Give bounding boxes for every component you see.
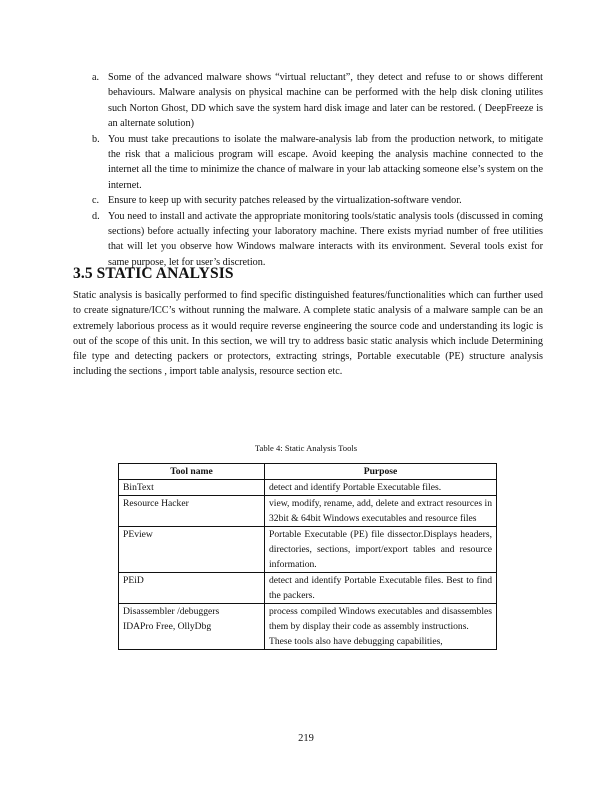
table-row: [119, 496, 497, 527]
tool-name-cell: PEiD: [119, 573, 265, 604]
header-tool-name: Tool name: [119, 464, 265, 480]
table-row: [119, 573, 497, 604]
purpose-cell: [265, 527, 497, 573]
list-marker: b.: [92, 133, 100, 145]
list-marker: a.: [92, 72, 100, 83]
intro-paragraph: Static analysis is basically performed to find specific distinguished features/functionalities which can further used to create signature/ICC’s without running the malware. A complete static analysis of a malware sample can be an extremely laborious process as it would require reverse engineering the source code and understanding its logic is out of the scope of this unit. In this section, we will try to address basic static analysis which include Determining file type and detecting packers or protectors, extracting strings, Portable executable (PE) structure analysis including the sections , import table analysis, resource section etc.: [73, 290, 543, 378]
table-row: [119, 604, 497, 650]
purpose-text: These tools also have debugging capabilities,: [269, 636, 443, 647]
precautions-list: [73, 70, 543, 270]
static-analysis-tools-table: [118, 463, 497, 650]
table-row: [119, 527, 497, 573]
purpose-text: view, modify, rename, add, delete and extract resources in 32bit & 64bit Windows executables and resource files: [269, 498, 492, 524]
list-item: [73, 132, 543, 194]
page-number: 219: [298, 733, 314, 744]
purpose-cell: [265, 604, 497, 650]
section-heading: 3.5 STATIC ANALYSIS: [73, 265, 234, 282]
list-marker: c.: [92, 195, 100, 207]
list-marker: d.: [92, 210, 100, 222]
list-item-text: You must take precautions to isolate the malware-analysis lab from the production network, to mitigate the risk that a malicious program will escape. Avoid keeping the analysis machine connected to the internet all the time to minimize the chance of malware in your lab attacking someone else’s system on the internet.: [108, 133, 543, 191]
tool-name-cell: PEview: [119, 527, 265, 573]
table-header-row: [119, 464, 497, 480]
list-item-text: Ensure to keep up with security patches released by the virtualization-software vendor.: [108, 195, 462, 207]
list-item: [73, 209, 543, 271]
list-item: [73, 193, 543, 208]
header-purpose: Purpose: [265, 464, 497, 480]
table-caption: Table 4: Static Analysis Tools: [254, 443, 358, 453]
tool-name-cell: Resource Hacker: [119, 496, 265, 527]
list-item: [73, 70, 543, 132]
purpose-text: detect and identify Portable Executable files.: [269, 482, 442, 493]
table-row: [119, 480, 497, 496]
purpose-text: Portable Executable (PE) file dissector.Displays headers, directories, sections, import/export tables and resource information.: [269, 529, 492, 570]
tool-name-cell: BinText: [119, 480, 265, 496]
purpose-cell: [265, 496, 497, 527]
tool-name-cell: Disassembler /debuggers IDAPro Free, OllyDbg: [119, 604, 265, 650]
list-item-text: Some of the advanced malware shows “virtual reluctant”, they detect and refuse to or shows different behaviours. Malware analysis on physical machine can be performed with the help disk cloning utilites such Norton Ghost, DD which save the system hard disk image and later can be restored. ( DeepFreeze is an alternate solution): [108, 72, 543, 130]
list-item-text: You need to install and activate the appropriate monitoring tools/static analysis tools (discussed in coming sections) before actually infecting your laboratory machine. There exists myriad number of free utilities that will let you observe how Windows malware interacts with its environment. Several tools exist for same purpose, let for user’s discretion.: [108, 210, 543, 268]
table-body: [119, 480, 497, 650]
purpose-text: detect and identify Portable Executable files. Best to find the packers.: [269, 575, 492, 601]
purpose-cell: [265, 573, 497, 604]
purpose-cell: [265, 480, 497, 496]
purpose-text: process compiled Windows executables and disassembles them by display their code as assembly instructions.: [269, 606, 492, 632]
